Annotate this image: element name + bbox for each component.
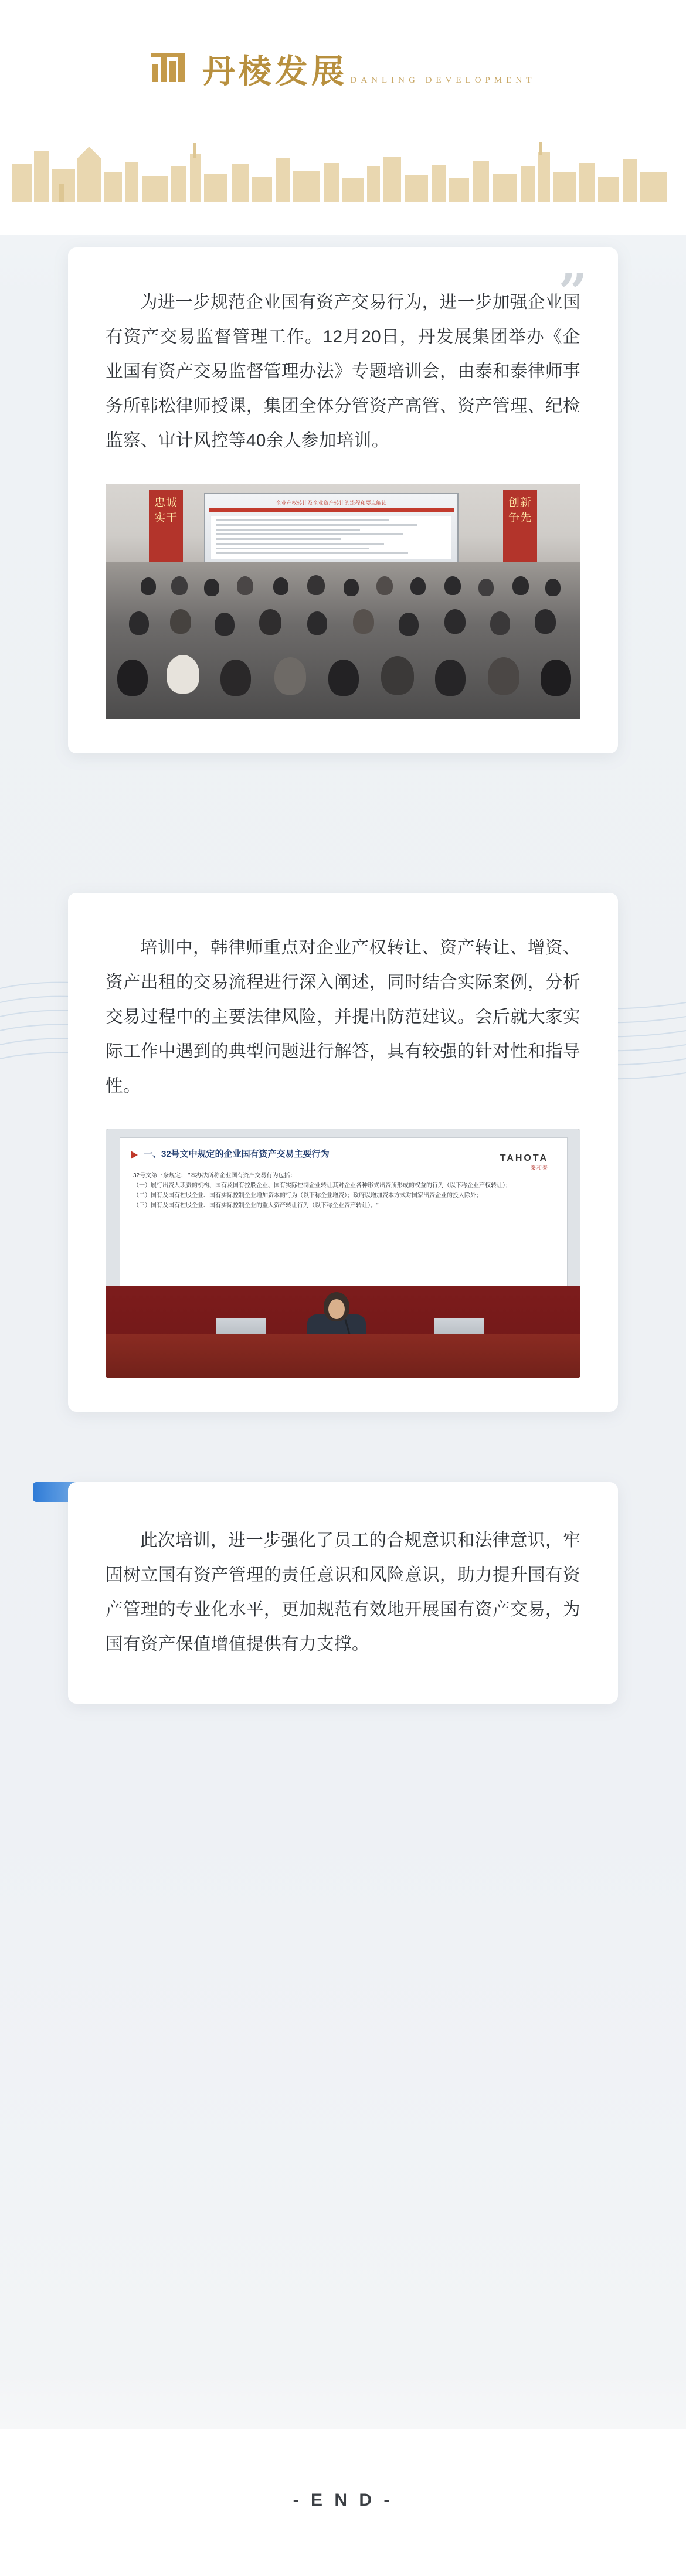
page-footer (0, 2429, 686, 2576)
card-intro (68, 247, 618, 753)
page-header (0, 0, 686, 235)
bullet-diamond-icon (131, 1151, 138, 1159)
end-label: - E N D - (293, 2490, 393, 2510)
speaker-face (328, 1299, 345, 1319)
slide-line-0: 32号文第三条规定： "本办法所称企业国有资产交易行为包括： (133, 1173, 296, 1179)
card-content (68, 893, 618, 1412)
slide-line-1: （一）履行出资人职责的机构、国有及国有控股企业、国有实际控制企业转让其对企业各种形式出资所形成的权益的行为（以下称企业产权转让）； (133, 1182, 511, 1189)
presentation-slide (120, 1137, 568, 1289)
header-fade (0, 200, 686, 235)
banner-left: 忠诚 实干 (149, 490, 183, 567)
training-hall-photo (106, 484, 580, 719)
screen-title: 企业产权转让及企业资产转让的流程和要点解读 (276, 500, 387, 506)
slide-body (133, 1171, 554, 1281)
lecturer-slide-photo (106, 1129, 580, 1378)
content-paragraph: 培训中，韩律师重点对企业产权转让、资产转让、增资、资产出租的交易流程进行深入阐述，同时结合实际案例，分析交易过程中的主要法律风险，并提出防范建议。会后就大家实际工作中遇到的典型问题进行解答，具有较强的针对性和指导性。 (106, 938, 581, 1096)
slide-line-2: （二）国有及国有控股企业、国有实际控制企业增加资本的行为（以下称企业增资）；政府以增加资本方式对国家出资企业的投入除外； (133, 1192, 482, 1199)
city-skyline-icon (0, 108, 686, 202)
projection-screen (204, 493, 459, 565)
site-subtitle: DANLING DEVELOPMENT (350, 76, 536, 86)
quote-icon: ” (558, 263, 585, 322)
brand-block (0, 54, 686, 90)
logo-text-cn: 泰和泰 (530, 1165, 548, 1171)
slide-line-3: （三）国有及国有控股企业、国有实际控制企业的重大资产转让行为（以下称企业资产转让）。" (133, 1202, 379, 1209)
building-bars-icon (151, 50, 187, 87)
intro-paragraph: 为进一步规范企业国有资产交易行为，进一步加强企业国有资产交易监督管理工作。12月20日，丹发展集团举办《企业国有资产交易监督管理办法》专题培训会，由泰和泰律师事务所韩松律师授课，集团全体分管资产高管、资产管理、纪检监察、审计风控等40余人参加培训。 (106, 293, 581, 450)
summary-paragraph: 此次培训，进一步强化了员工的合规意识和法律意识，牢固树立国有资产管理的责任意识和风险意识，助力提升国有资产管理的专业化水平，更加规范有效地开展国有资产交易，为国有资产保值增值提供有力支撑。 (106, 1531, 581, 1654)
tahota-logo (500, 1153, 548, 1171)
site-title: 丹棱发展 (202, 52, 348, 91)
logo-text: TAHOTA (500, 1153, 548, 1163)
banner-right: 创新 争先 (503, 490, 537, 567)
card-summary (68, 1482, 618, 1704)
slide-heading: 一、32号文中规定的企业国有资产交易主要行为 (144, 1149, 330, 1159)
